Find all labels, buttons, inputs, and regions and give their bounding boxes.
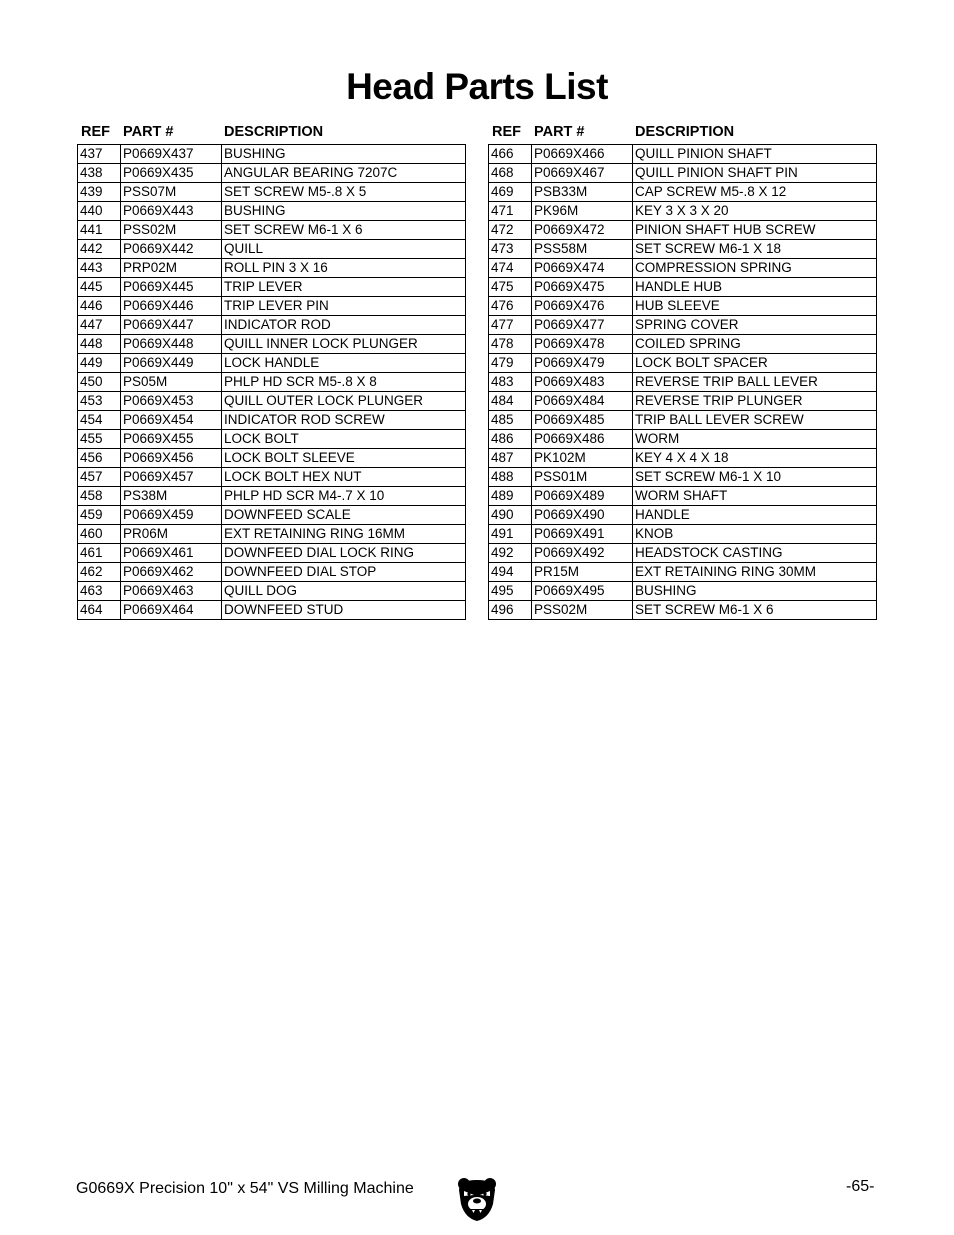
- ref-cell: 447: [78, 316, 121, 335]
- description-cell: SET SCREW M6-1 X 6: [222, 221, 466, 240]
- description-cell: WORM SHAFT: [633, 487, 877, 506]
- ref-cell: 468: [489, 164, 532, 183]
- ref-cell: 475: [489, 278, 532, 297]
- column-headers: [77, 122, 466, 144]
- description-cell: TRIP BALL LEVER SCREW: [633, 411, 877, 430]
- part-number-cell: P0669X489: [532, 487, 633, 506]
- ref-cell: 456: [78, 449, 121, 468]
- ref-cell: 457: [78, 468, 121, 487]
- ref-cell: 474: [489, 259, 532, 278]
- part-number-cell: PK102M: [532, 449, 633, 468]
- right-table-body: [489, 145, 877, 620]
- ref-cell: 483: [489, 373, 532, 392]
- part-number-cell: P0669X477: [532, 316, 633, 335]
- table-row: [78, 164, 466, 183]
- ref-cell: 445: [78, 278, 121, 297]
- part-number-cell: P0669X435: [121, 164, 222, 183]
- table-row: [489, 335, 877, 354]
- description-cell: QUILL PINION SHAFT: [633, 145, 877, 164]
- ref-cell: 461: [78, 544, 121, 563]
- ref-cell: 448: [78, 335, 121, 354]
- ref-cell: 441: [78, 221, 121, 240]
- description-cell: LOCK BOLT SLEEVE: [222, 449, 466, 468]
- part-number-cell: P0669X456: [121, 449, 222, 468]
- ref-cell: 463: [78, 582, 121, 601]
- part-number-cell: PSS07M: [121, 183, 222, 202]
- ref-cell: 460: [78, 525, 121, 544]
- ref-cell: 459: [78, 506, 121, 525]
- description-cell: INDICATOR ROD SCREW: [222, 411, 466, 430]
- ref-cell: 440: [78, 202, 121, 221]
- table-row: [489, 278, 877, 297]
- ref-cell: 458: [78, 487, 121, 506]
- part-number-cell: P0669X457: [121, 468, 222, 487]
- ref-cell: 485: [489, 411, 532, 430]
- part-number-cell: PSB33M: [532, 183, 633, 202]
- page-title: Head Parts List: [346, 66, 608, 107]
- description-cell: TRIP LEVER PIN: [222, 297, 466, 316]
- table-row: [78, 582, 466, 601]
- table-row: [489, 392, 877, 411]
- description-cell: SET SCREW M6-1 X 10: [633, 468, 877, 487]
- part-number-cell: P0669X474: [532, 259, 633, 278]
- table-row: [78, 506, 466, 525]
- ref-cell: 489: [489, 487, 532, 506]
- ref-cell: 484: [489, 392, 532, 411]
- description-cell: KEY 3 X 3 X 20: [633, 202, 877, 221]
- part-number-cell: P0669X453: [121, 392, 222, 411]
- description-cell: SET SCREW M5-.8 X 5: [222, 183, 466, 202]
- table-row: [489, 506, 877, 525]
- description-cell: LOCK BOLT SPACER: [633, 354, 877, 373]
- part-number-header: PART #: [123, 124, 174, 140]
- description-cell: INDICATOR ROD: [222, 316, 466, 335]
- table-row: [489, 582, 877, 601]
- page-number: -65-: [846, 1178, 875, 1195]
- description-cell: KEY 4 X 4 X 18: [633, 449, 877, 468]
- part-number-cell: PSS01M: [532, 468, 633, 487]
- table-row: [78, 411, 466, 430]
- table-row: [489, 145, 877, 164]
- table-row: [489, 601, 877, 620]
- table-row: [489, 297, 877, 316]
- ref-header: REF: [81, 124, 110, 140]
- table-row: [489, 202, 877, 221]
- description-cell: TRIP LEVER: [222, 278, 466, 297]
- ref-cell: 488: [489, 468, 532, 487]
- description-cell: HUB SLEEVE: [633, 297, 877, 316]
- description-cell: PHLP HD SCR M5-.8 X 8: [222, 373, 466, 392]
- ref-cell: 443: [78, 259, 121, 278]
- part-number-cell: PR06M: [121, 525, 222, 544]
- description-cell: QUILL: [222, 240, 466, 259]
- table-row: [489, 259, 877, 278]
- ref-cell: 455: [78, 430, 121, 449]
- description-cell: PINION SHAFT HUB SCREW: [633, 221, 877, 240]
- ref-cell: 437: [78, 145, 121, 164]
- part-number-cell: P0669X483: [532, 373, 633, 392]
- left-parts-table: [77, 122, 466, 620]
- ref-cell: 487: [489, 449, 532, 468]
- ref-cell: 442: [78, 240, 121, 259]
- ref-cell: 449: [78, 354, 121, 373]
- part-number-cell: P0669X492: [532, 544, 633, 563]
- table-row: [78, 373, 466, 392]
- part-number-cell: P0669X448: [121, 335, 222, 354]
- ref-cell: 464: [78, 601, 121, 620]
- part-number-cell: P0669X486: [532, 430, 633, 449]
- description-cell: REVERSE TRIP BALL LEVER: [633, 373, 877, 392]
- part-number-cell: P0669X485: [532, 411, 633, 430]
- part-number-cell: P0669X476: [532, 297, 633, 316]
- ref-cell: 462: [78, 563, 121, 582]
- description-cell: SET SCREW M6-1 X 18: [633, 240, 877, 259]
- description-cell: SET SCREW M6-1 X 6: [633, 601, 877, 620]
- part-number-cell: P0669X445: [121, 278, 222, 297]
- table-row: [78, 221, 466, 240]
- table-row: [78, 354, 466, 373]
- ref-cell: 439: [78, 183, 121, 202]
- table-row: [489, 183, 877, 202]
- table-row: [78, 430, 466, 449]
- footer-machine-title: G0669X Precision 10" x 54" VS Milling Machine: [76, 1180, 414, 1197]
- description-cell: LOCK BOLT: [222, 430, 466, 449]
- table-row: [78, 259, 466, 278]
- description-cell: QUILL INNER LOCK PLUNGER: [222, 335, 466, 354]
- table-row: [78, 544, 466, 563]
- table-row: [489, 468, 877, 487]
- description-cell: EXT RETAINING RING 16MM: [222, 525, 466, 544]
- description-cell: LOCK HANDLE: [222, 354, 466, 373]
- part-number-cell: P0669X479: [532, 354, 633, 373]
- table-row: [489, 373, 877, 392]
- table-row: [489, 487, 877, 506]
- description-cell: QUILL OUTER LOCK PLUNGER: [222, 392, 466, 411]
- part-number-cell: PRP02M: [121, 259, 222, 278]
- table-row: [489, 430, 877, 449]
- part-number-cell: PSS02M: [121, 221, 222, 240]
- table-row: [78, 449, 466, 468]
- table-row: [489, 316, 877, 335]
- part-number-cell: P0669X472: [532, 221, 633, 240]
- description-cell: PHLP HD SCR M4-.7 X 10: [222, 487, 466, 506]
- table-row: [489, 544, 877, 563]
- part-number-cell: P0669X491: [532, 525, 633, 544]
- ref-cell: 477: [489, 316, 532, 335]
- part-number-cell: PS05M: [121, 373, 222, 392]
- table-row: [489, 411, 877, 430]
- part-number-cell: P0669X455: [121, 430, 222, 449]
- part-number-cell: P0669X495: [532, 582, 633, 601]
- part-number-header: PART #: [534, 124, 585, 140]
- description-cell: BUSHING: [633, 582, 877, 601]
- ref-cell: 490: [489, 506, 532, 525]
- description-cell: ROLL PIN 3 X 16: [222, 259, 466, 278]
- ref-cell: 495: [489, 582, 532, 601]
- description-cell: SPRING COVER: [633, 316, 877, 335]
- description-cell: COILED SPRING: [633, 335, 877, 354]
- table-row: [78, 145, 466, 164]
- description-cell: BUSHING: [222, 202, 466, 221]
- description-cell: HEADSTOCK CASTING: [633, 544, 877, 563]
- table-row: [78, 601, 466, 620]
- table-row: [78, 202, 466, 221]
- description-cell: DOWNFEED DIAL LOCK RING: [222, 544, 466, 563]
- description-header: DESCRIPTION: [224, 124, 324, 140]
- part-number-cell: P0669X464: [121, 601, 222, 620]
- part-number-cell: P0669X437: [121, 145, 222, 164]
- ref-cell: 472: [489, 221, 532, 240]
- part-number-cell: P0669X449: [121, 354, 222, 373]
- ref-cell: 471: [489, 202, 532, 221]
- description-cell: HANDLE HUB: [633, 278, 877, 297]
- table-row: [489, 563, 877, 582]
- table-row: [78, 563, 466, 582]
- part-number-cell: PK96M: [532, 202, 633, 221]
- part-number-cell: P0669X475: [532, 278, 633, 297]
- ref-cell: 438: [78, 164, 121, 183]
- part-number-cell: P0669X454: [121, 411, 222, 430]
- ref-cell: 450: [78, 373, 121, 392]
- table-row: [489, 240, 877, 259]
- grizzly-bear-logo-icon: [456, 1176, 498, 1222]
- ref-cell: 473: [489, 240, 532, 259]
- left-table-body: [78, 145, 466, 620]
- ref-cell: 494: [489, 563, 532, 582]
- ref-cell: 476: [489, 297, 532, 316]
- table-row: [78, 468, 466, 487]
- table-row: [489, 354, 877, 373]
- part-number-cell: PSS58M: [532, 240, 633, 259]
- ref-cell: 478: [489, 335, 532, 354]
- description-cell: REVERSE TRIP PLUNGER: [633, 392, 877, 411]
- ref-cell: 454: [78, 411, 121, 430]
- table-row: [489, 525, 877, 544]
- description-cell: DOWNFEED STUD: [222, 601, 466, 620]
- table-row: [489, 449, 877, 468]
- table-row: [489, 164, 877, 183]
- ref-header: REF: [492, 124, 521, 140]
- part-number-cell: P0669X459: [121, 506, 222, 525]
- part-number-cell: PSS02M: [532, 601, 633, 620]
- part-number-cell: P0669X490: [532, 506, 633, 525]
- table-row: [78, 525, 466, 544]
- description-cell: HANDLE: [633, 506, 877, 525]
- table-row: [78, 487, 466, 506]
- ref-cell: 453: [78, 392, 121, 411]
- description-cell: DOWNFEED SCALE: [222, 506, 466, 525]
- table-row: [78, 278, 466, 297]
- part-number-cell: PR15M: [532, 563, 633, 582]
- description-cell: LOCK BOLT HEX NUT: [222, 468, 466, 487]
- part-number-cell: P0669X466: [532, 145, 633, 164]
- description-cell: KNOB: [633, 525, 877, 544]
- ref-cell: 492: [489, 544, 532, 563]
- part-number-cell: P0669X447: [121, 316, 222, 335]
- description-cell: ANGULAR BEARING 7207C: [222, 164, 466, 183]
- ref-cell: 466: [489, 145, 532, 164]
- part-number-cell: P0669X467: [532, 164, 633, 183]
- right-parts-table: [488, 122, 877, 620]
- part-number-cell: P0669X446: [121, 297, 222, 316]
- ref-cell: 491: [489, 525, 532, 544]
- table-row: [78, 297, 466, 316]
- description-cell: EXT RETAINING RING 30MM: [633, 563, 877, 582]
- ref-cell: 496: [489, 601, 532, 620]
- description-cell: COMPRESSION SPRING: [633, 259, 877, 278]
- table-row: [78, 316, 466, 335]
- description-header: DESCRIPTION: [635, 124, 735, 140]
- description-cell: BUSHING: [222, 145, 466, 164]
- part-number-cell: P0669X478: [532, 335, 633, 354]
- part-number-cell: P0669X442: [121, 240, 222, 259]
- part-number-cell: PS38M: [121, 487, 222, 506]
- table-row: [78, 240, 466, 259]
- part-number-cell: P0669X443: [121, 202, 222, 221]
- description-cell: QUILL PINION SHAFT PIN: [633, 164, 877, 183]
- column-headers: [488, 122, 877, 144]
- ref-cell: 469: [489, 183, 532, 202]
- ref-cell: 446: [78, 297, 121, 316]
- ref-cell: 479: [489, 354, 532, 373]
- part-number-cell: P0669X462: [121, 563, 222, 582]
- table-row: [78, 392, 466, 411]
- table-row: [78, 183, 466, 202]
- part-number-cell: P0669X484: [532, 392, 633, 411]
- description-cell: CAP SCREW M5-.8 X 12: [633, 183, 877, 202]
- part-number-cell: P0669X461: [121, 544, 222, 563]
- table-row: [489, 221, 877, 240]
- table-row: [78, 335, 466, 354]
- description-cell: DOWNFEED DIAL STOP: [222, 563, 466, 582]
- description-cell: WORM: [633, 430, 877, 449]
- part-number-cell: P0669X463: [121, 582, 222, 601]
- description-cell: QUILL DOG: [222, 582, 466, 601]
- ref-cell: 486: [489, 430, 532, 449]
